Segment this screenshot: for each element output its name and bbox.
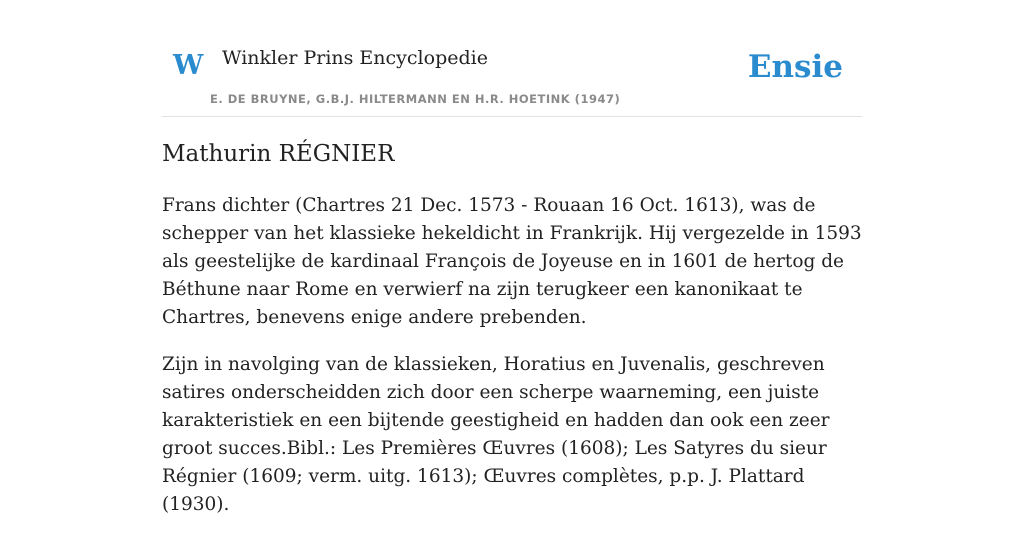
article-title: Mathurin RÉGNIER	[162, 141, 395, 167]
ensie-logo[interactable]: Ensie	[747, 49, 843, 85]
article-paragraph: Frans dichter (Chartres 21 Dec. 1573 - Rouaan 16 Oct. 1613), was de schepper van het klassieke hekeldicht in Frankrijk. Hij vergezelde in 1593 als geestelijke de kardinaal François de Joyeuse en in 1601 de hertog de Béthune naar Rome en verwierf na zijn terugkeer een kanonikaat te Chartres, benevens enige andere prebenden.	[162, 195, 862, 328]
authors-credit: E. DE BRUYNE, G.B.J. HILTERMANN EN H.R. HOETINK (1947)	[210, 92, 621, 106]
article-card	[162, 0, 862, 515]
header	[162, 0, 862, 117]
article-paragraph: Zijn in navolging van de klassieken, Horatius en Juvenalis, geschreven satires onderscheidden zich door een scherpe waarneming, een juiste karakteristiek en een bijtende geestigheid en hadden dan ook een zeer groot succes.Bibl.: Les Premières Œuvres (1608); Les Satyres du sieur Régnier (1609; verm. uitg. 1613); Œuvres complètes, p.p. J. Plattard (1930).	[162, 354, 830, 515]
article-body	[162, 192, 862, 538]
site-title[interactable]: Winkler Prins Encyclopedie	[222, 47, 488, 69]
winkler-prins-logo[interactable]: W	[173, 50, 204, 81]
